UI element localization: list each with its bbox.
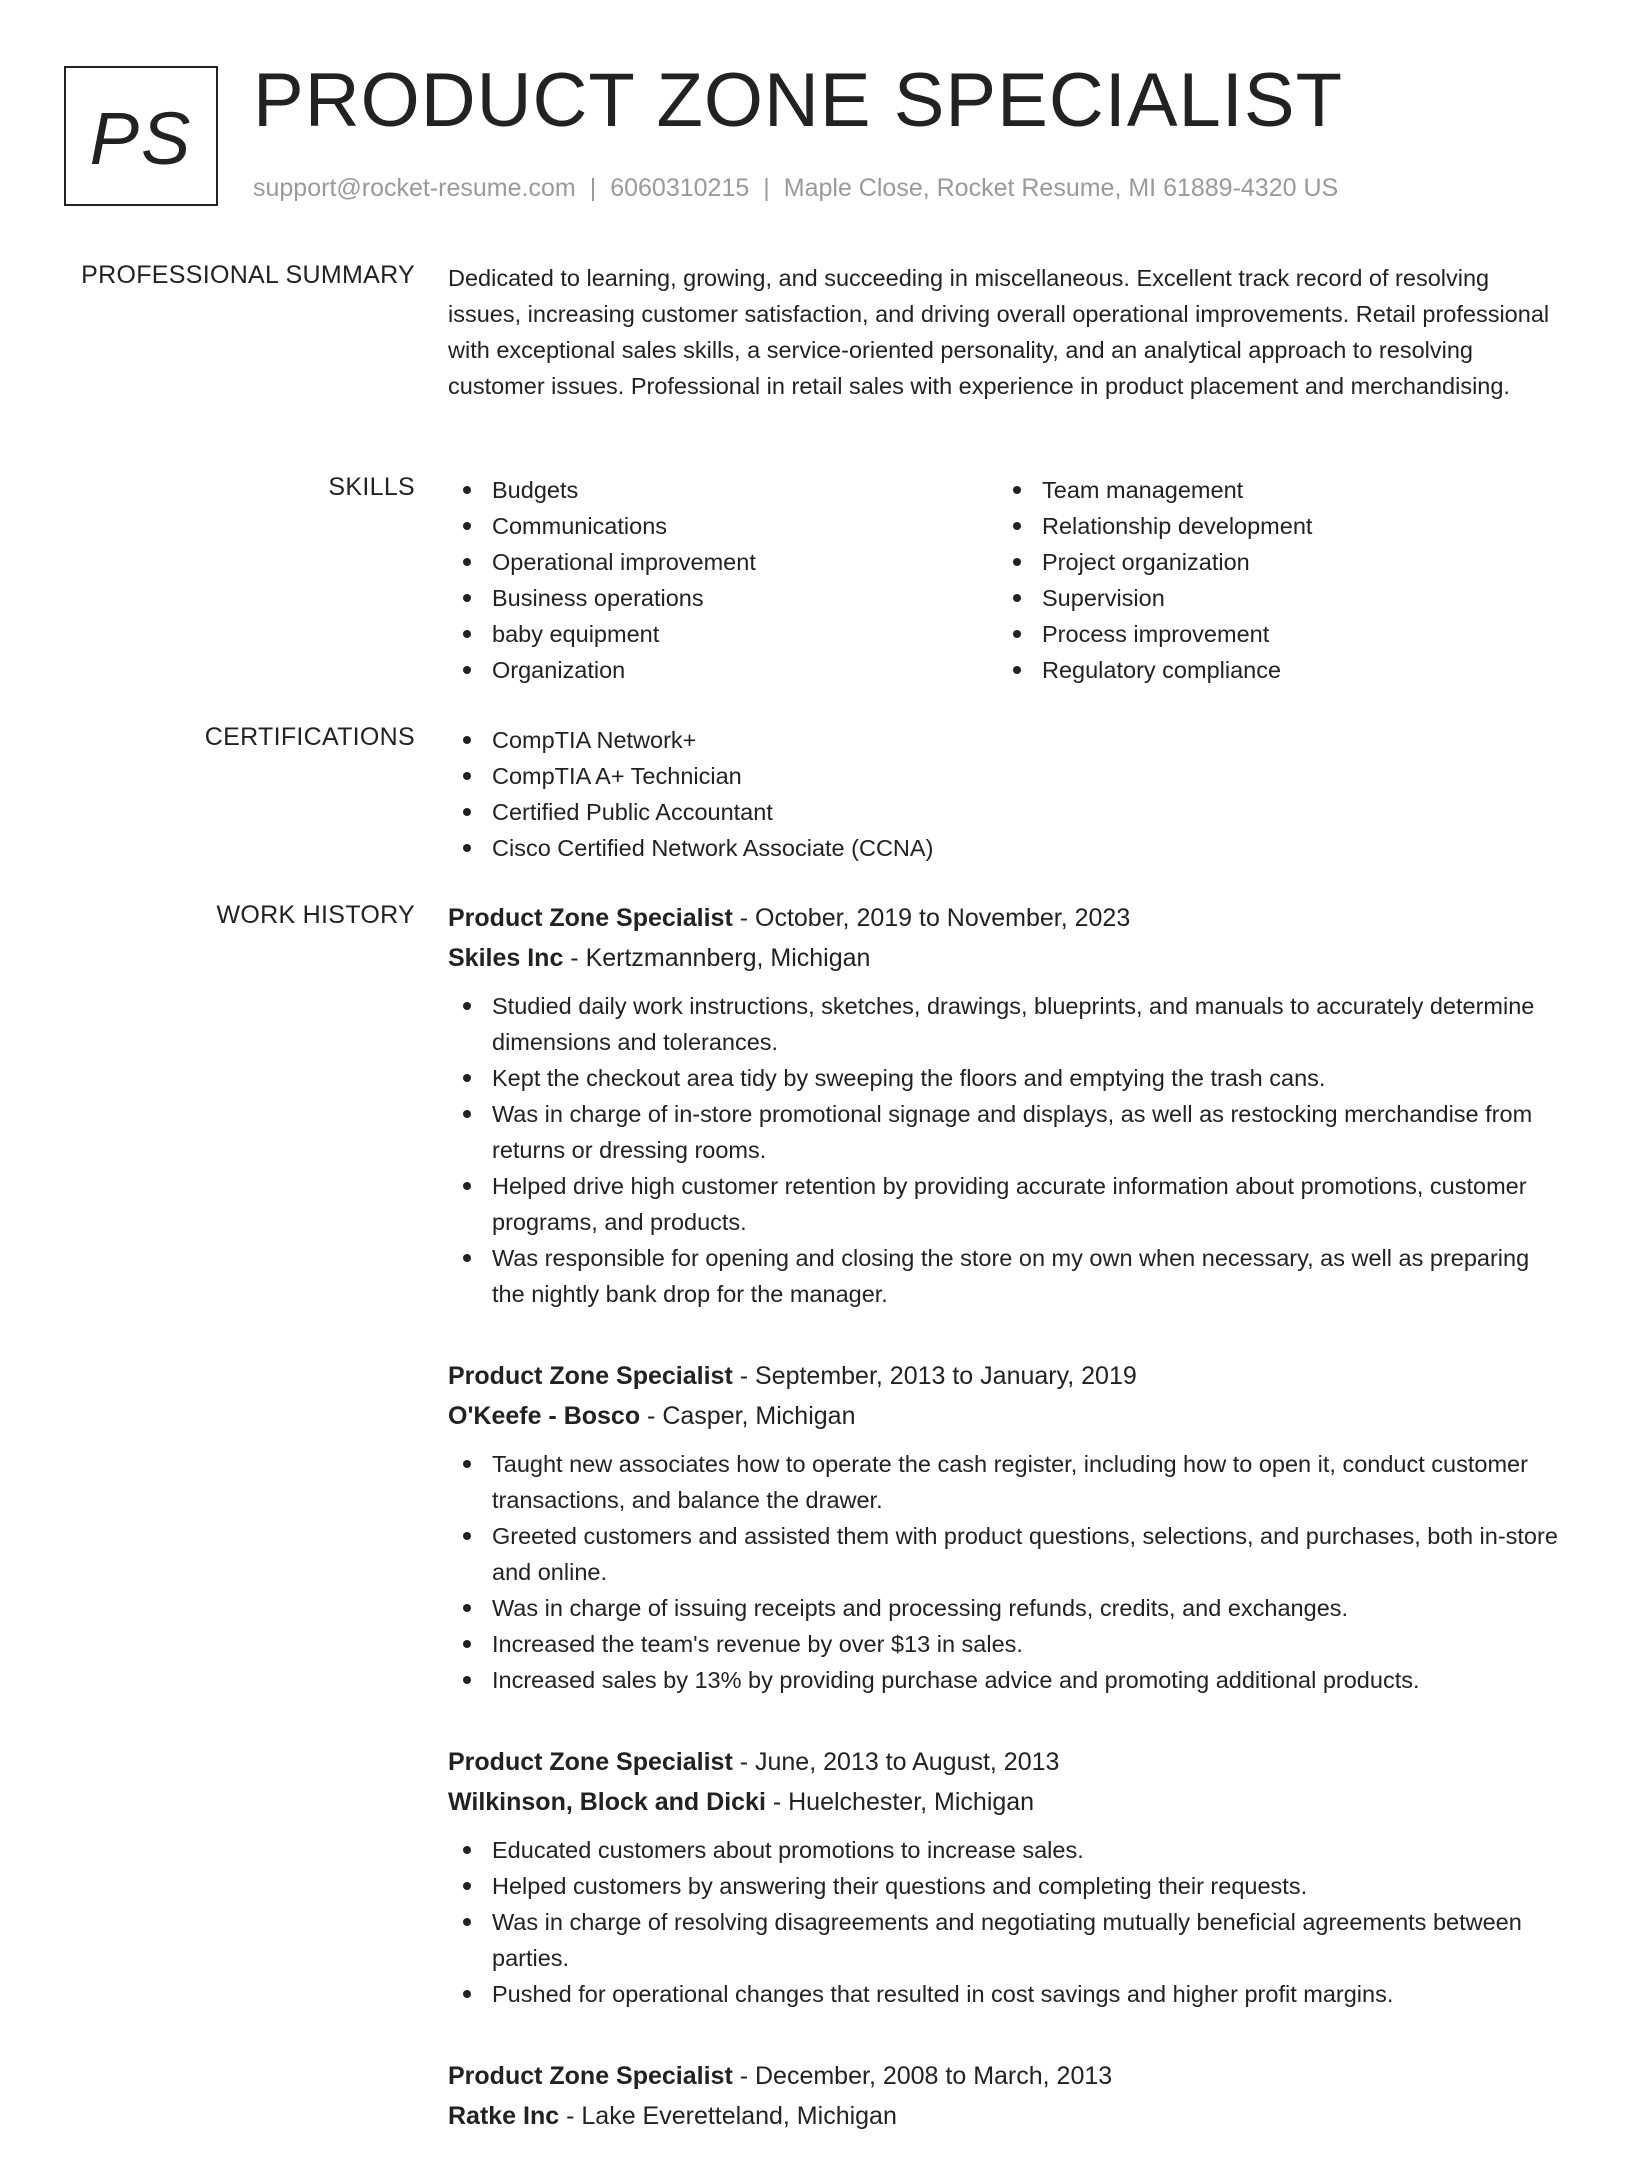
job-dates: September, 2013 to January, 2019 [755, 1362, 1137, 1390]
job-bullet: Increased sales by 13% by providing purchase advice and promoting additional products. [448, 1662, 1568, 1698]
skill-item: Project organization [998, 544, 1548, 580]
skill-item: Communications [448, 508, 998, 544]
job-bullet: Taught new associates how to operate the cash register, including how to open it, conduct customer transactions, and balance the drawer. [448, 1446, 1568, 1518]
skills-grid [448, 472, 1568, 688]
job-bullet: Was responsible for opening and closing the store on my own when necessary, as well as preparing the nightly bank drop for the manager. [448, 1240, 1568, 1312]
job-title-line [448, 898, 1568, 938]
job-bullets [448, 988, 1568, 1312]
job-location: Huelchester, Michigan [788, 1788, 1035, 1816]
job-dash: - [559, 2102, 582, 2130]
job-role: Product Zone Specialist [448, 1362, 733, 1390]
job-title-line [448, 1356, 1568, 1396]
job-company-line [448, 938, 1568, 978]
job-company-line [448, 2096, 1568, 2136]
skill-item: Operational improvement [448, 544, 998, 580]
contact-line [253, 174, 1338, 203]
contact-phone: 6060310215 [610, 174, 750, 202]
job-bullet: Helped customers by answering their questions and completing their requests. [448, 1868, 1568, 1904]
certification-item: Cisco Certified Network Associate (CCNA) [448, 830, 1568, 866]
job-company: Skiles Inc [448, 944, 564, 972]
contact-separator: | [589, 174, 597, 202]
job-location: Casper, Michigan [662, 1402, 856, 1430]
job-entry [448, 1742, 1568, 2012]
job-dates: June, 2013 to August, 2013 [755, 1748, 1060, 1776]
certifications-body [448, 722, 1568, 866]
summary-heading: PROFESSIONAL SUMMARY [81, 261, 415, 289]
job-company: O'Keefe - Bosco [448, 1402, 641, 1430]
job-entry [448, 898, 1568, 1312]
job-company: Ratke Inc [448, 2102, 560, 2130]
certification-item: Certified Public Accountant [448, 794, 1568, 830]
job-dash: - [640, 1402, 663, 1430]
summary-body [448, 260, 1568, 404]
skill-item: baby equipment [448, 616, 998, 652]
certification-item: CompTIA A+ Technician [448, 758, 1568, 794]
job-bullet: Kept the checkout area tidy by sweeping the floors and emptying the trash cans. [448, 1060, 1568, 1096]
job-role: Product Zone Specialist [448, 904, 733, 932]
job-dates: October, 2019 to November, 2023 [755, 904, 1131, 932]
job-bullet: Was in charge of resolving disagreements and negotiating mutually beneficial agreements between parties. [448, 1904, 1568, 1976]
skills-body [448, 472, 1568, 688]
job-dash: - [732, 1748, 755, 1776]
job-entry [448, 2056, 1568, 2136]
skills-left-list [448, 472, 998, 688]
job-bullets [448, 1446, 1568, 1698]
certification-item: CompTIA Network+ [448, 722, 1568, 758]
contact-separator: | [763, 174, 770, 202]
job-bullet: Pushed for operational changes that resulted in cost savings and higher profit margins. [448, 1976, 1568, 2012]
job-company: Wilkinson, Block and Dicki [448, 1788, 766, 1816]
job-title-line [448, 2056, 1568, 2096]
job-dash: - [732, 1362, 755, 1390]
certifications-list [448, 722, 1568, 866]
job-company-line [448, 1396, 1568, 1436]
job-dash: - [765, 1788, 789, 1816]
job-bullet: Educated customers about promotions to increase sales. [448, 1832, 1568, 1868]
skill-item: Supervision [998, 580, 1548, 616]
skill-item: Regulatory compliance [998, 652, 1548, 688]
resume-title: PRODUCT ZONE SPECIALIST [253, 58, 1344, 143]
job-dash: - [732, 904, 755, 932]
skill-item: Team management [998, 472, 1548, 508]
job-bullets [448, 1832, 1568, 2012]
job-bullet: Was in charge of in-store promotional signage and displays, as well as restocking merchandise from returns or dressing rooms. [448, 1096, 1568, 1168]
monogram-box [64, 66, 218, 206]
job-dash: - [732, 2062, 755, 2090]
skill-item: Business operations [448, 580, 998, 616]
job-role: Product Zone Specialist [448, 2062, 733, 2090]
contact-address: Maple Close, Rocket Resume, MI 61889-4320 US [783, 174, 1339, 202]
job-company-line [448, 1782, 1568, 1822]
work-heading: WORK HISTORY [216, 901, 415, 929]
job-dash: - [563, 944, 586, 972]
job-entry [448, 1356, 1568, 1698]
skill-item: Process improvement [998, 616, 1548, 652]
work-body [448, 898, 1568, 2180]
job-title-line [448, 1742, 1568, 1782]
job-bullet: Studied daily work instructions, sketches, drawings, blueprints, and manuals to accurately determine dimensions and tolerances. [448, 988, 1568, 1060]
skills-heading: SKILLS [328, 473, 415, 501]
skill-item: Relationship development [998, 508, 1548, 544]
job-bullet: Helped drive high customer retention by providing accurate information about promotions, customer programs, and products. [448, 1168, 1568, 1240]
job-bullet: Was in charge of issuing receipts and processing refunds, credits, and exchanges. [448, 1590, 1568, 1626]
skill-item: Budgets [448, 472, 998, 508]
summary-text: Dedicated to learning, growing, and succeeding in miscellaneous. Excellent track record of resolving issues, increasing customer satisfaction, and driving overall operational improvements. Retail professional with exceptional sales skills, a service-oriented personality, and an analytical approach to resolving customer issues. Professional in retail sales with experience in product placement and merchandising. [448, 265, 1550, 399]
job-bullet: Greeted customers and assisted them with product questions, selections, and purchases, both in-store and online. [448, 1518, 1568, 1590]
skills-right-list [998, 472, 1548, 688]
job-dates: December, 2008 to March, 2013 [755, 2062, 1113, 2090]
job-bullet: Increased the team's revenue by over $13 in sales. [448, 1626, 1568, 1662]
job-location: Lake Everetteland, Michigan [581, 2102, 897, 2130]
contact-email: support@rocket-resume.com [253, 174, 576, 202]
skill-item: Organization [448, 652, 998, 688]
job-role: Product Zone Specialist [448, 1748, 733, 1776]
job-location: Kertzmannberg, Michigan [585, 944, 871, 972]
monogram-initials: PS [89, 96, 193, 180]
certifications-heading: CERTIFICATIONS [204, 723, 415, 751]
